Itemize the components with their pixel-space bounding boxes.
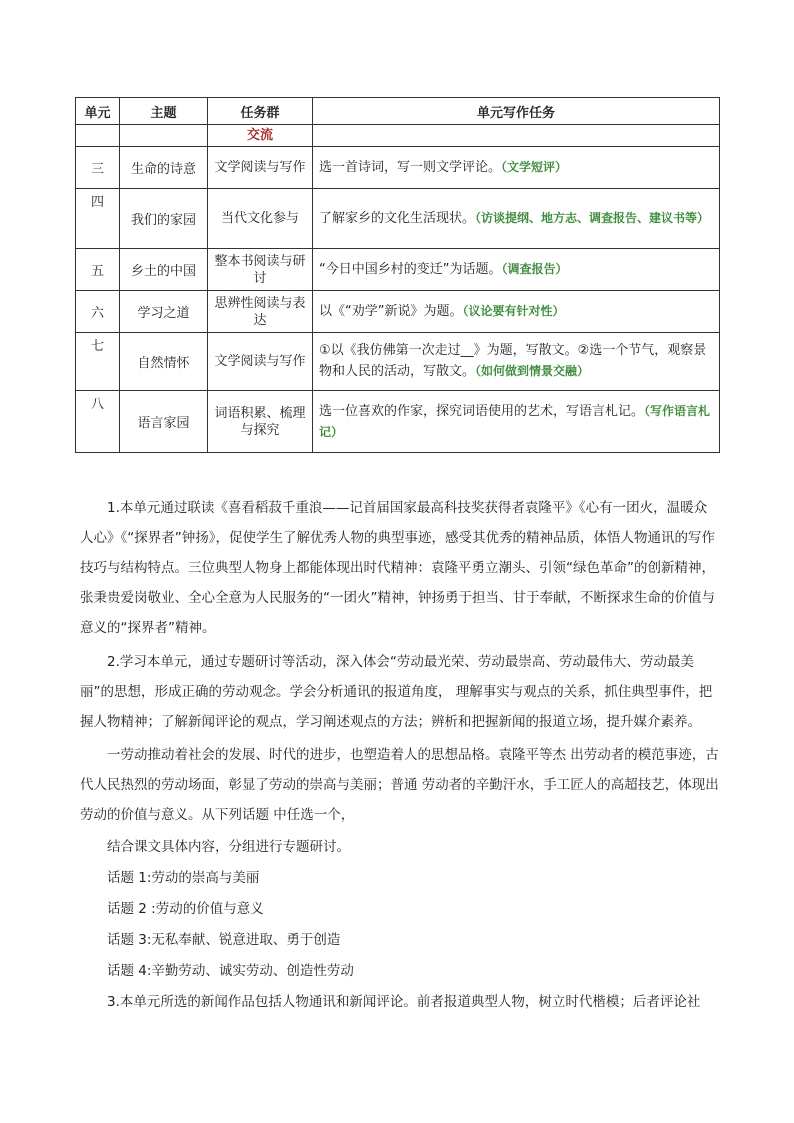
task-note: （调查报告）: [501, 262, 568, 276]
table-row: [76, 291, 720, 333]
paragraph-3: 一劳动推动着社会的发展、时代的进步，也塑造着人的思想品格。袁隆平等杰 出劳动者的模范事迹，古代人民热烈的劳动场面，彰显了劳动的崇高与美丽；普通 劳动者的辛勤汗水，手工匠人的高超技艺，体现出劳动的价值与意义。从下列话题 中任选一个，: [80, 747, 719, 823]
unit-task-group: 文学阅读与写作: [208, 333, 313, 391]
unit-theme: 学习之道: [120, 291, 208, 333]
topic-3: 话题 3:无私奉献、锐意进取、勇于创造: [107, 932, 341, 948]
task-note: （写作语言札记）: [319, 403, 711, 439]
unit-writing-task: [313, 291, 720, 333]
unit-writing-task: [313, 189, 720, 249]
task-note: （访谈提纲、地方志、调查报告、建议书等）: [475, 211, 710, 225]
table-row: [76, 147, 720, 189]
topic-2: 话题 2 :劳动的价值与意义: [107, 901, 264, 917]
empty-cell: [120, 125, 208, 147]
unit-task-group: 词语积累、梳理与探究: [208, 391, 313, 453]
unit-task-group: 思辨性阅读与表达: [208, 291, 313, 333]
unit-number: 八: [76, 391, 120, 453]
unit-writing-task: [313, 391, 720, 453]
unit-theme: 生命的诗意: [120, 147, 208, 189]
task-note: （议论要有针对性）: [462, 304, 565, 318]
task-text: “今日中国乡村的变迁”为话题。: [319, 262, 502, 277]
header-unit: 单元: [76, 98, 120, 125]
unit-writing-task: [313, 333, 720, 391]
unit-writing-task: [313, 249, 720, 291]
header-task-group: 任务群: [208, 98, 313, 125]
writing-task-table: [75, 97, 720, 453]
empty-cell: [313, 125, 720, 147]
table-header-row: [76, 98, 720, 125]
topic-1: 话题 1:劳动的崇高与美丽: [107, 870, 260, 886]
task-note: （如何做到情景交融）: [475, 364, 590, 378]
task-text: 选一首诗词，写一则文学评论。: [319, 160, 502, 175]
task-text: ①以《我仿佛第一次走过__》为题，写散文。②选一个节气，观察景物和人民的活动，写散文。: [319, 343, 707, 379]
unit-task-group: 当代文化参与: [208, 189, 313, 249]
table-row: [76, 333, 720, 391]
task-text: 以《“劝学”新说》为题。: [319, 304, 463, 319]
paragraph-5: 3.本单元所选的新闻作品包括人物通讯和新闻评论。前者报道典型人物，树立时代楷模；后者评论社: [107, 994, 701, 1010]
header-writing-task: 单元写作任务: [313, 98, 720, 125]
unit-task-group: 文学阅读与写作: [208, 147, 313, 189]
unit-writing-task: [313, 147, 720, 189]
task-text: 了解家乡的文化生活现状。: [319, 211, 476, 226]
paragraph-2: 2.学习本单元，通过专题研讨等活动，深入体会“劳动最光荣、劳动最崇高、劳动最伟大、劳动最美丽”的思想，形成正确的劳动观念。学会分析通讯的报道角度， 理解事实与观点的关系，抓住典型事件，把握人物精神；了解新闻评论的观点，学习阐述观点的方法；辨析和把握新闻的报道立场，提升媒介素养。: [80, 654, 713, 730]
unit-number: 六: [76, 291, 120, 333]
table-row: [76, 249, 720, 291]
unit-theme: 语言家园: [120, 391, 208, 453]
unit-number: 四: [76, 189, 120, 249]
unit-number: 三: [76, 147, 120, 189]
unit-task-group: 整本书阅读与研讨: [208, 249, 313, 291]
unit-theme: 我们的家园: [120, 189, 208, 249]
table-row: [76, 125, 720, 147]
paragraph-1: 1.本单元通过联读《喜看稻菽千重浪——记首届国家最高科技奖获得者袁隆平》《心有一团火，温暖众人心》《“探界者”钟扬》，促使学生了解优秀人物的典型事迹，感受其优秀的精神品质，体悟人物通讯的写作技巧与结构特点。三位典型人物身上都能体现出时代精神：袁隆平勇立潮头、引领“绿色革命”的创新精神，张秉贵爱岗敬业、全心全意为人民服务的“一团火”精神，钟扬勇于担当、甘于奉献，不断探求生命的价值与意义的“探界者”精神。: [80, 500, 715, 636]
topic-4: 话题 4:辛勤劳动、诚实劳动、创造性劳动: [107, 963, 354, 979]
table-row: [76, 189, 720, 249]
exchange-label: 交流: [208, 125, 313, 147]
empty-cell: [76, 125, 120, 147]
unit-theme: 自然情怀: [120, 333, 208, 391]
unit-number: 七: [76, 333, 120, 391]
paragraph-4: 结合课文具体内容，分组进行专题研讨。: [107, 839, 350, 855]
unit-number: 五: [76, 249, 120, 291]
unit-theme: 乡土的中国: [120, 249, 208, 291]
header-theme: 主题: [120, 98, 208, 125]
table-row: [76, 391, 720, 453]
task-note: （文学短评）: [501, 160, 568, 174]
task-text: 选一位喜欢的作家，探究词语使用的艺术，写语言札记。: [319, 403, 645, 419]
